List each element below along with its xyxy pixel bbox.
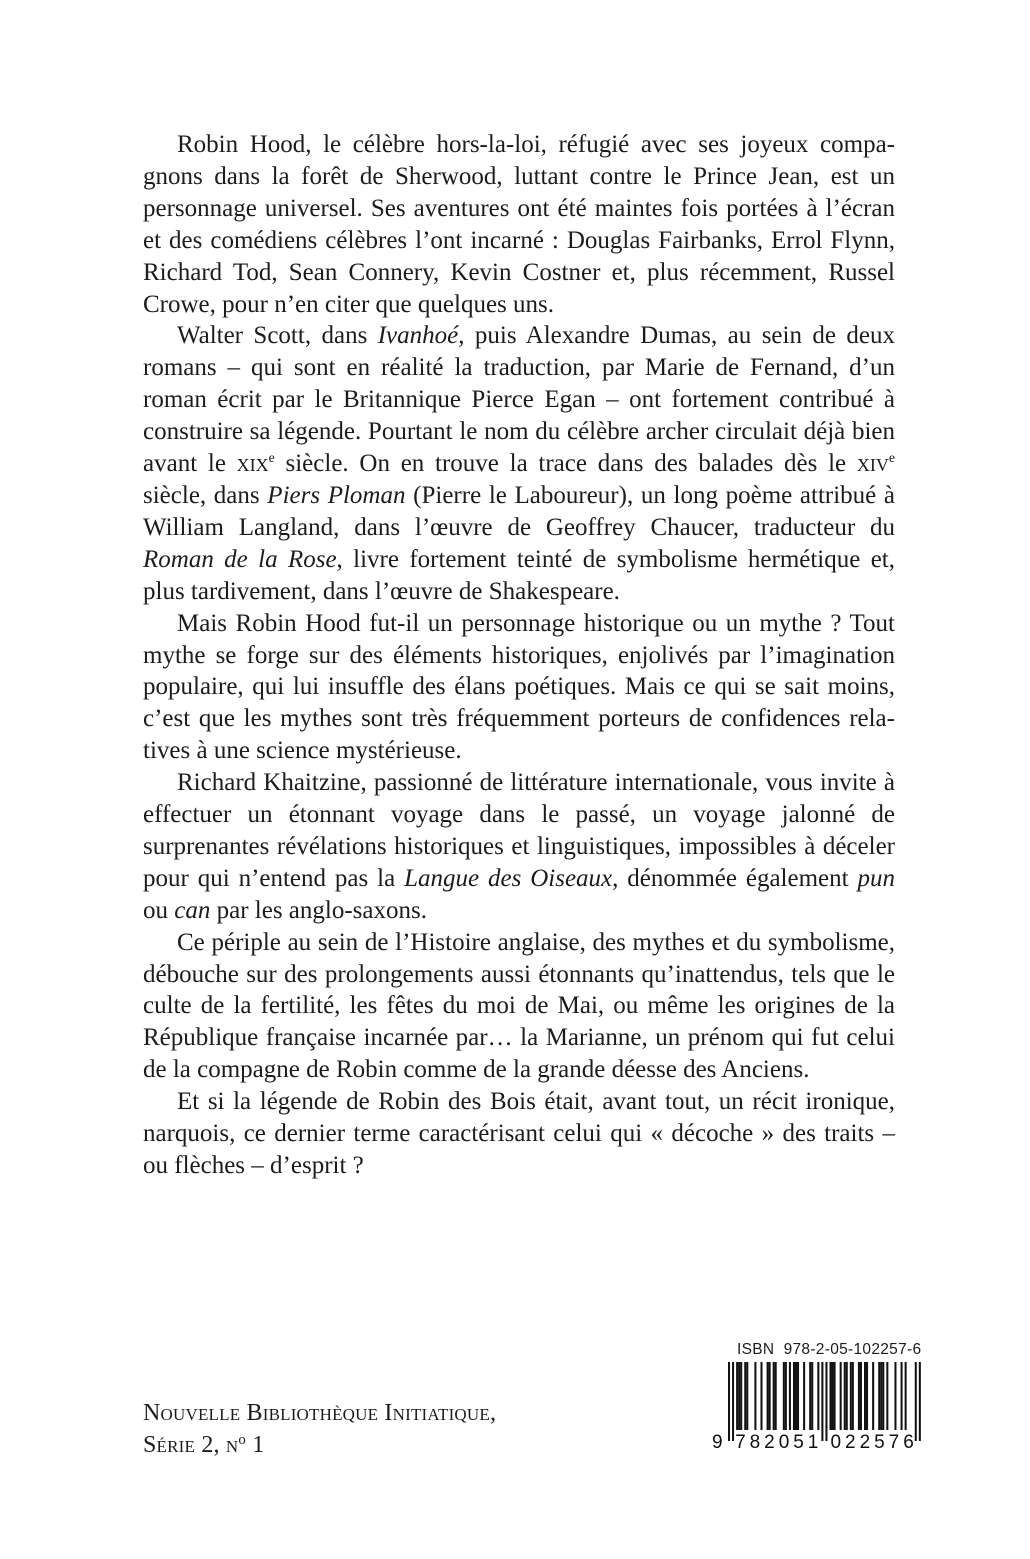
blurb-paragraph xyxy=(143,1086,895,1182)
barcode-bar xyxy=(858,1362,860,1430)
blurb-paragraph xyxy=(143,927,895,1087)
barcode-left-group: 782051 xyxy=(735,1432,819,1450)
barcode-bar xyxy=(852,1362,854,1430)
blurb-text-segment: Langue des Oiseaux xyxy=(404,864,613,892)
barcode-bar xyxy=(866,1362,868,1430)
barcode-bar xyxy=(744,1362,746,1430)
series-number-prefix: Série 2, n xyxy=(143,1432,239,1458)
barcode-bar xyxy=(760,1362,762,1430)
barcode-bar xyxy=(785,1362,787,1430)
blurb-paragraph xyxy=(143,320,895,607)
blurb-text-segment: Walter Scott, dans xyxy=(177,322,378,350)
barcode-guard-bar xyxy=(919,1362,921,1441)
barcode-right-group: 022576 xyxy=(830,1432,914,1450)
barcode-bar xyxy=(872,1362,874,1430)
barcode-guard-bar xyxy=(732,1362,734,1441)
barcode-bar xyxy=(795,1362,797,1430)
series-info xyxy=(143,1397,496,1461)
blurb-text-segment: Richard Khaitzine, passionné de littérature internationale, vous invite à effectuer un étonnant voyage dans le passé, un voyage jalonné de surprenantes révélations historiques et linguistiques, impossibles à déceler pour qui n’entend pas la xyxy=(143,769,895,892)
barcode-guard-bar xyxy=(728,1362,730,1441)
blurb-text-segment: par les anglo-saxons. xyxy=(210,896,427,924)
barcode-bar xyxy=(864,1362,866,1430)
barcode-bar xyxy=(846,1362,848,1430)
blurb-paragraph xyxy=(143,608,895,768)
barcode-bar xyxy=(850,1362,852,1430)
blurb-text-segment: xix xyxy=(236,450,269,478)
barcode-bar xyxy=(740,1362,742,1430)
series-name: Nouvelle Bibliothèque Initiatique, xyxy=(143,1400,497,1426)
blurb-text-segment: pun xyxy=(857,864,895,892)
barcode-bar xyxy=(832,1362,834,1430)
blurb-text-segment: Mais Robin Hood fut-il un personnage historique ou un mythe ? Tout mythe se forge sur des éléments historiques, enjolivés par l’imagination populaire, qui lui insuffle des élans poétiques. Mais ce qui se sait moins, c’est que les mythes sont très fréquemment porteurs de confidences relatives à une science mystérieuse. xyxy=(143,609,895,765)
blurb-text-segment: xiv xyxy=(856,450,889,478)
blurb-text-segment: ou xyxy=(143,896,175,924)
barcode-bar xyxy=(793,1362,795,1430)
blurb-text-segment: , puis Alexandre Dumas, au sein de deux romans – qui sont en réalité la traduction, par Marie de Fernand, d’un roman écrit par le Britannique Pierce Egan – ont fortement contribué à construire sa légende. Pourtant le nom du célèbre archer circulait déjà bien avant le xyxy=(143,322,895,478)
barcode-bar xyxy=(878,1362,880,1430)
blurb-text-segment: e xyxy=(888,450,895,466)
barcode-bar xyxy=(736,1362,738,1430)
barcode-bar xyxy=(840,1362,842,1430)
barcode-bar xyxy=(882,1362,884,1430)
barcode-bar xyxy=(834,1362,836,1430)
series-number-ordinal: o xyxy=(238,1431,247,1448)
blurb-text-segment: Et si la légende de Robin des Bois était, avant tout, un récit ironique, narquois, ce dernier terme caractérisant celui qui « décoche » des traits – ou flèches – d’esprit ? xyxy=(143,1088,895,1179)
isbn-label: ISBN 978-2-05-102257-6 xyxy=(737,1341,922,1358)
barcode-bar xyxy=(894,1362,896,1430)
barcode-bar xyxy=(905,1362,907,1430)
blurb-paragraph xyxy=(143,767,895,927)
barcode-bar xyxy=(789,1362,791,1430)
blurb-text-segment: e xyxy=(268,450,275,466)
blurb-text-segment: Ivanhoé xyxy=(377,322,459,350)
barcode-bar xyxy=(886,1362,888,1430)
blurb-text-segment: can xyxy=(174,896,211,924)
back-cover-blurb xyxy=(143,129,895,1182)
series-number-value: 1 xyxy=(246,1432,265,1458)
barcode-bar xyxy=(738,1362,740,1430)
isbn-barcode-block xyxy=(705,1330,925,1450)
barcode-bar xyxy=(746,1362,748,1430)
barcode-bar xyxy=(860,1362,862,1430)
barcode-bar xyxy=(754,1362,756,1430)
barcode-bar xyxy=(783,1362,785,1430)
barcode-bar xyxy=(817,1362,819,1430)
blurb-paragraph xyxy=(143,129,895,320)
blurb-text-segment: , dénommée également xyxy=(612,864,858,892)
barcode-first-digit: 9 xyxy=(712,1432,723,1450)
blurb-text-segment: , livre fortement teinté de symbolisme hermétique et, plus tardivement, dans l’œuvre de Shakespeare. xyxy=(143,545,896,605)
barcode-bar xyxy=(773,1362,775,1430)
blurb-text-segment: siècle, dans xyxy=(143,481,268,509)
barcode-bar xyxy=(901,1362,903,1430)
blurb-text-segment: Roman de la Rose xyxy=(143,545,337,573)
blurb-text-segment: Piers Ploman xyxy=(267,481,406,509)
barcode-bar xyxy=(830,1362,832,1430)
blurb-text-segment: siècle. On en trouve la trace dans des balades dès le xyxy=(274,450,857,478)
barcode-bar xyxy=(803,1362,805,1430)
barcode-bar xyxy=(767,1362,769,1430)
barcode-guard-bar xyxy=(825,1362,827,1441)
blurb-text-segment: (Pierre le Laboureur), un long poème attribué à William Langland, dans l’œuvre de Geoffrey Chaucer, traducteur du xyxy=(143,481,895,541)
barcode-guard-bar xyxy=(821,1362,823,1441)
blurb-text-segment: Robin Hood, le célèbre hors-la-loi, réfugié avec ses joyeux compagnons dans la forêt de Sherwood, luttant contre le Prince Jean, est un personnage universel. Ses aventures ont été maintes fois portées à l’écran et des comédiens célèbres l’ont incarné : Douglas Fairbanks, Errol Flynn, Richard Tod, Sean Connery, Kevin Costner et, plus récemment, Russel Crowe, pour n’en citer que quelques uns. xyxy=(143,131,895,318)
barcode-bar xyxy=(809,1362,811,1430)
barcode-bar xyxy=(797,1362,799,1430)
barcode-bar xyxy=(775,1362,777,1430)
barcode-bar xyxy=(811,1362,813,1430)
blurb-text-segment: Ce périple au sein de l’Histoire anglaise, des mythes et du symbolisme, débouche sur des prolongements aussi étonnants qu’inattendus, tels que le culte de la fertilité, les fêtes du moi de Mai, ou même les origines de la République française incarnée par… la Marianne, un prénom qui fut celui de la compagne de Robin comme de la grande déesse des Anciens. xyxy=(143,928,895,1084)
barcode-bar xyxy=(880,1362,882,1430)
series-number xyxy=(143,1429,496,1461)
barcode-bar xyxy=(769,1362,771,1430)
barcode-bar xyxy=(844,1362,846,1430)
barcode-guard-bar xyxy=(915,1362,917,1441)
